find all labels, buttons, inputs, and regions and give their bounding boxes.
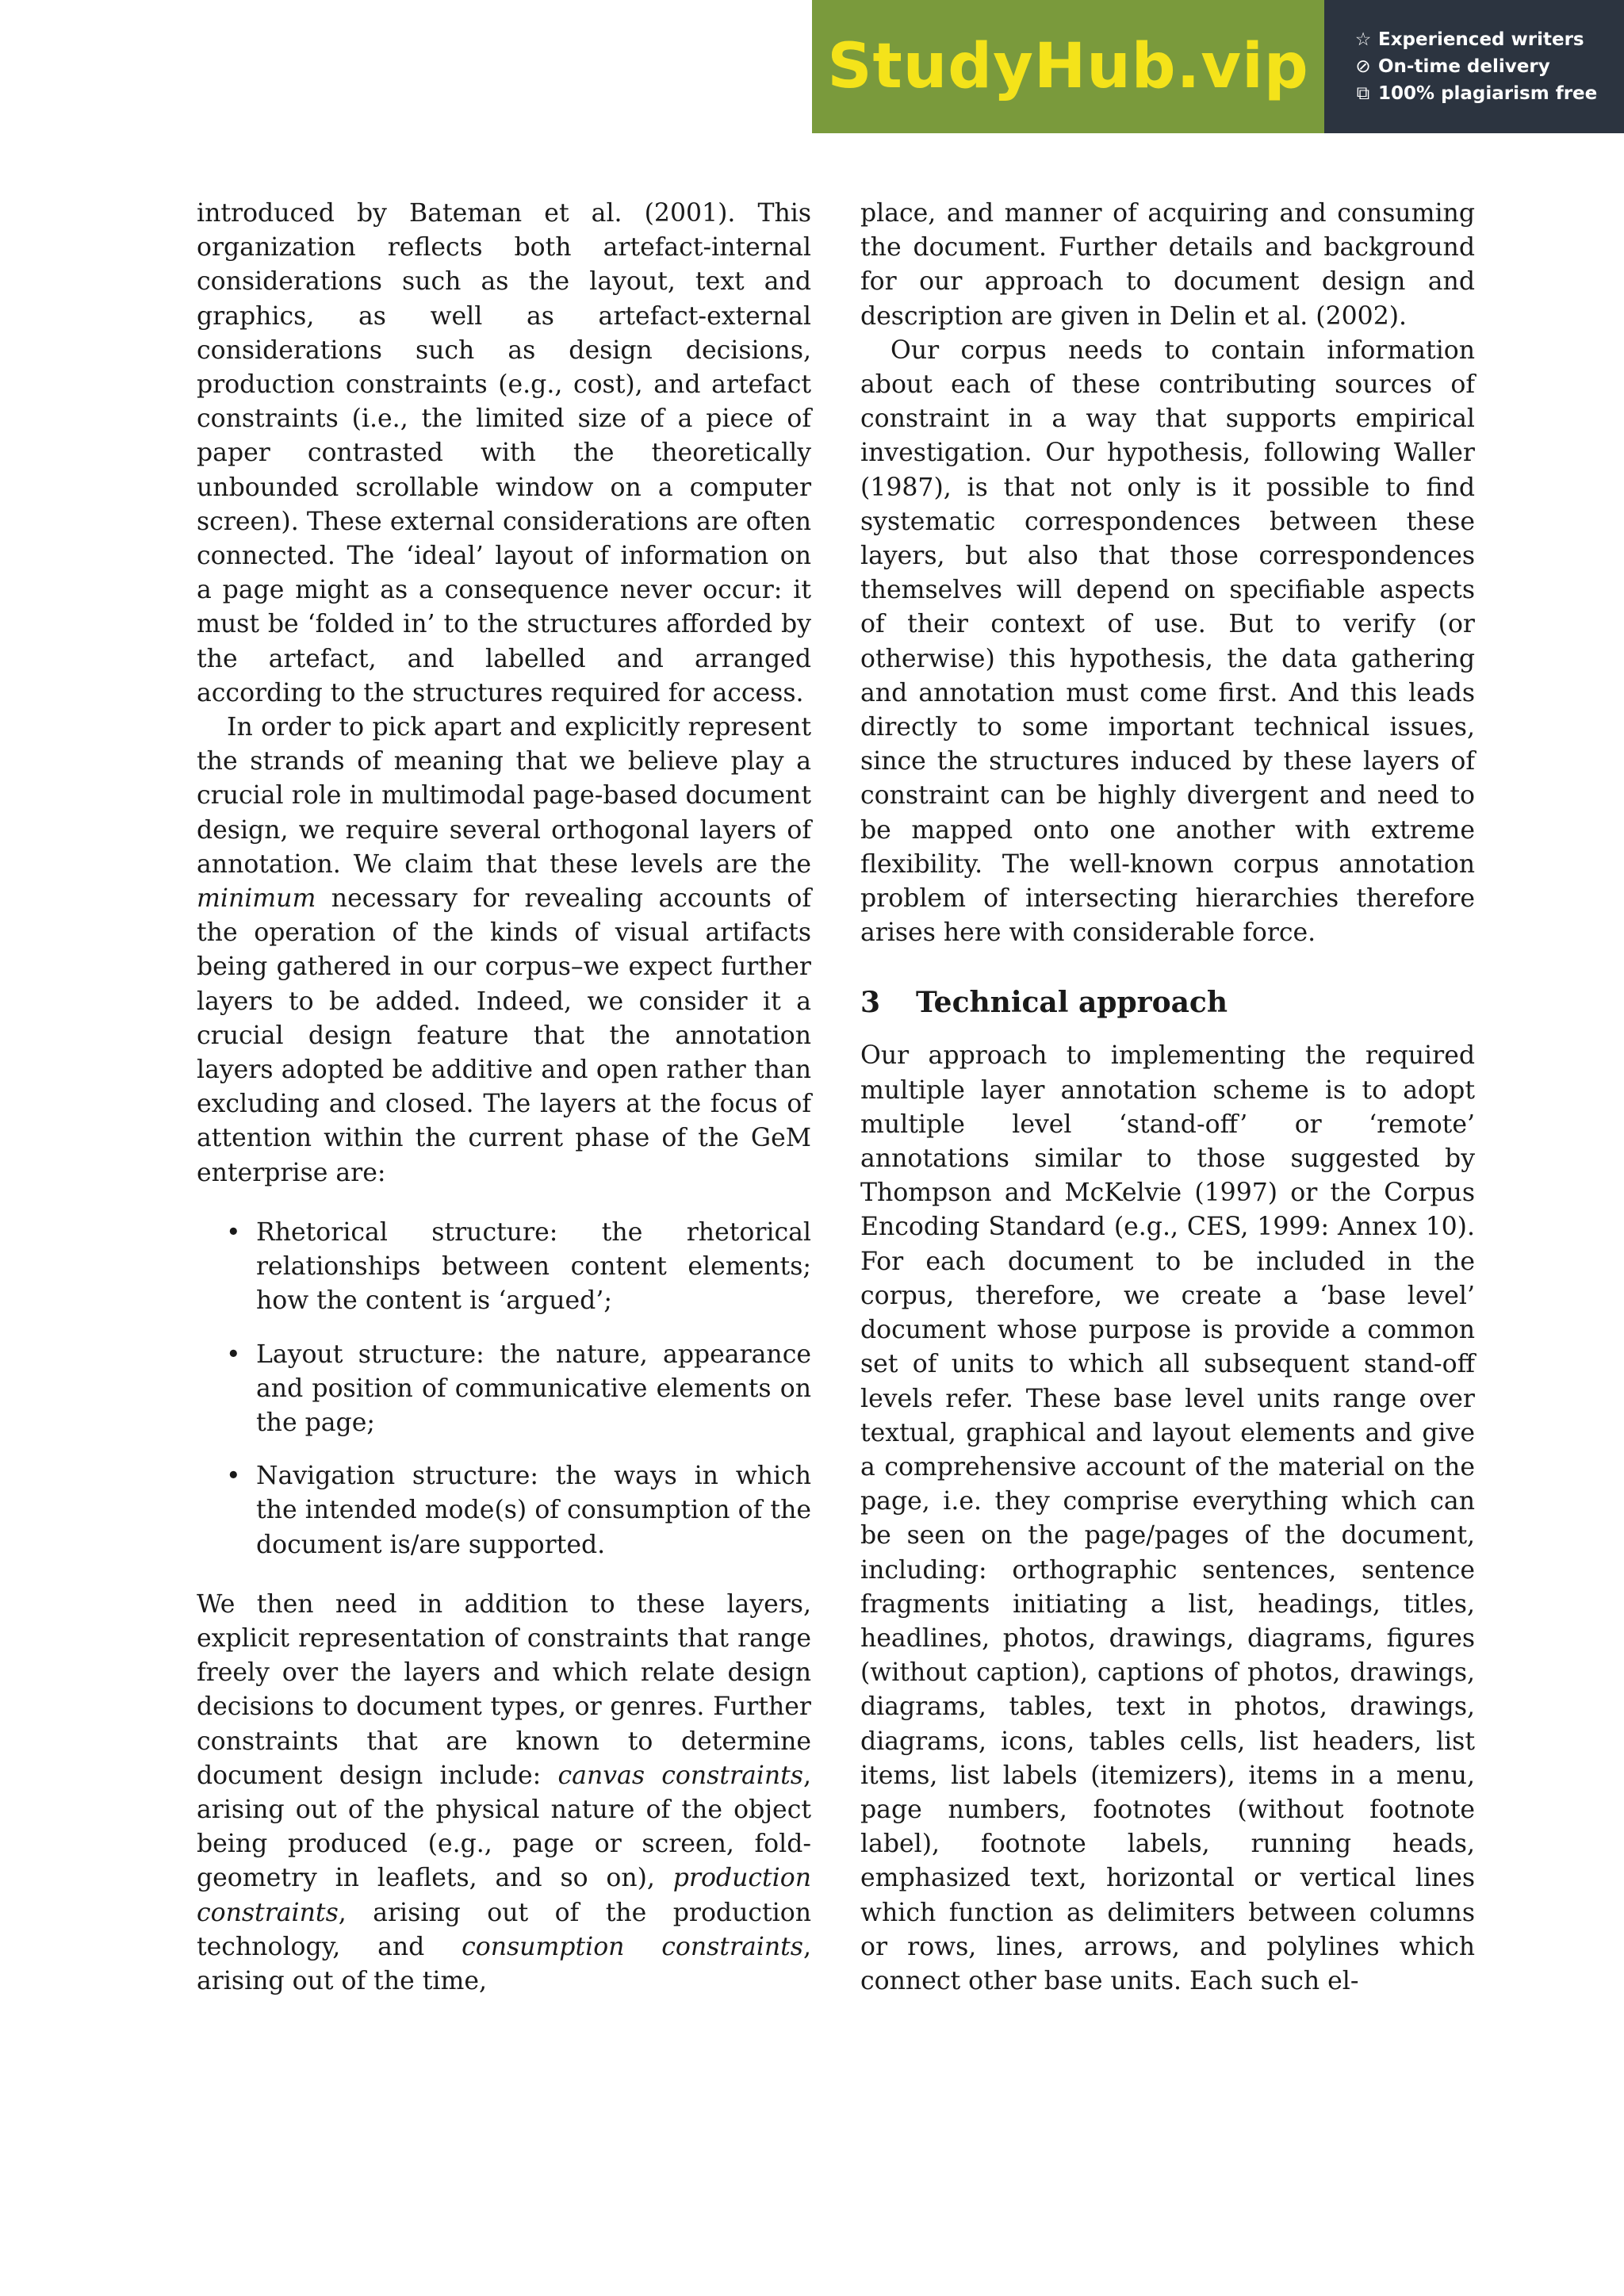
paragraph [197,1588,811,1999]
paragraph: place, and manner of acquiring and consuming the document. Further details and background for our approach to document design and description are given in Delin et al. (2002). [860,199,1475,331]
text-run: necessary for revealing accounts of the operation of the kinds of visual artifacts being gathered in our corpus–we expect further layers to be added. Indeed, we consider it a crucial design feature that the annotation layers adopted be additive and open rather than excluding and closed. The layers at the focus of attention within the current phase of the GeM enterprise are: [197,884,811,1187]
layer-list [197,1216,811,1562]
text-run: , arising out of the time, [197,1932,811,1995]
list-item: • Navigation structure: the ways in which the intended mode(s) of consumption of the document is/are supported. [256,1459,811,1562]
text-run: , arising out of the production technology, and [197,1898,811,1961]
studyhub-banner[interactable] [812,0,1624,133]
emphasis: minimum [197,884,316,914]
clock-icon: ⊘ [1355,56,1371,77]
studyhub-logo[interactable] [812,0,1324,133]
left-column [197,197,811,1999]
emphasis: consumption constraints [462,1932,803,1961]
feature-experienced-writers [1354,29,1624,50]
section-number: 3 [860,986,881,1020]
text-run: In order to pick apart and explicitly represent the strands of meaning that we believe play a crucial role in multimodal page-based document design, we require several orthogonal layers of annotation. We claim that these levels are the [197,713,811,879]
section-heading [860,983,1475,1022]
text-run: , arising out of the physical nature of the object being produced (e.g., page or screen, fold-geometry in leaflets, and so on), [197,1761,811,1893]
paragraph: introduced by Bateman et al. (2001). This organization reflects both artefact-internal considerations such as the layout, text and graphics, as well as artefact-external considerations such as design decisions, production constraints (e.g., cost), and artefact constraints (i.e., the limited size of a piece of paper contrasted with the theoretically unbounded scrollable window on a computer screen). These external considerations are often connected. The ‘ideal’ layout of information on a page might as a consequence never occur: it must be ‘folded in’ to the structures afforded by the artefact, and labelled and arranged according to the structures required for access. [197,199,811,707]
list-item: • Rhetorical structure: the rhetorical relationships between content elements; how the content is ‘argued’; [256,1216,811,1319]
emphasis: canvas constraints [557,1761,803,1790]
feature-label: 100% plagiarism free [1378,83,1598,104]
paragraph: Our approach to implementing the required multiple layer annotation scheme is to adopt multiple level ‘stand-off’ or ‘remote’ annotations similar to those suggested by Thompson and McKelvie (1997) or the Corpus Encoding Standard (e.g., CES, 1999: Annex 10). For each document to be included in the corpus, therefore, we create a ‘base level’ document whose purpose is provide a common set of units to which all subsequent stand-off levels refer. These base level units range over textual, graphical and layout elements and give a comprehensive account of the material on the page, i.e. they comprise everything which can be seen on the page/pages of the document, including: orthographic sentences, sentence fragments initiating a list, headings, titles, headlines, photos, drawings, diagrams, figures (without caption), captions of photos, drawings, diagrams, tables, text in photos, drawings, diagrams, icons, tables cells, list headers, list items, list labels (itemizers), items in a menu, page numbers, footnotes (without footnote label), footnote labels, running heads, emphasized text, horizontal or vertical lines which function as delimiters between columns or rows, lines, arrows, and polylines which connect other base units. Each such el- [860,1041,1475,1995]
star-icon: ☆ [1354,29,1372,50]
paragraph [197,711,811,1190]
section-title: Technical approach [916,986,1228,1020]
emphasis: production constraints [197,1864,811,1927]
list-item: • Layout structure: the nature, appearance and position of communicative elements on the page; [256,1338,811,1441]
feature-plagiarism-free [1354,83,1624,104]
logo-text: StudyHub.vip [827,31,1309,102]
feature-on-time-delivery [1354,56,1624,77]
paragraph: Our corpus needs to contain information about each of these contributing sources of constraint in a way that supports empirical investigation. Our hypothesis, following Waller (1987), is that not only is it possible to find systematic correspondences between these layers, but also that those correspondences themselves will depend on specifiable aspects of their context of use. But to verify (or otherwise) this hypothesis, the data gathering and annotation must come first. And this leads directly to some important technical issues, since the structures induced by these layers of constraint can be highly divergent and need to be mapped onto one another with extreme flexibility. The well-known corpus annotation problem of intersecting hierarchies therefore arises here with considerable force. [860,335,1475,948]
right-column [860,197,1475,1999]
text-run: We then need in addition to these layers, explicit representation of constraints that range freely over the layers and which relate design decisions to document types, or genres. Further constraints that are known to determine document design include: [197,1589,811,1790]
copy-icon: ⧉ [1356,83,1370,104]
feature-label: Experienced writers [1378,29,1584,50]
feature-label: On-time delivery [1378,56,1550,77]
banner-features [1324,0,1624,133]
